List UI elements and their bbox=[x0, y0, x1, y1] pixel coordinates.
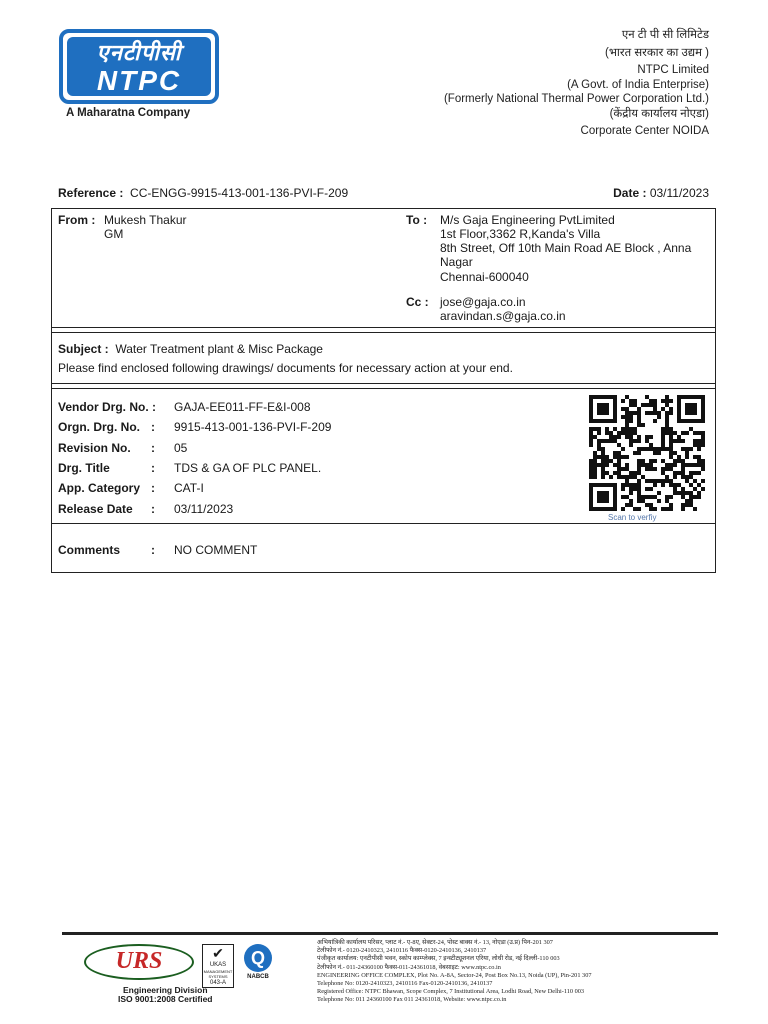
ukas-line: 043-A bbox=[209, 980, 226, 986]
nabcb-label: NABCB bbox=[247, 974, 269, 980]
address-line: टेलीफोन नं.- 011-24360100 फैक्स-011-24361018, वेबसाइट: www.ntpc.co.in bbox=[317, 963, 501, 971]
to-address-line: 8th Street, Off 10th Main Road AE Block , Anna bbox=[440, 241, 692, 255]
vendor-drg-label: Vendor Drg. No. : bbox=[58, 400, 157, 414]
address-line: टेलीफोन नं.- 0120-2410323, 2410116 फैक्स-0120-2410136, 2410137 bbox=[317, 947, 487, 955]
revision-colon: : bbox=[151, 441, 155, 455]
comments-value: NO COMMENT bbox=[174, 543, 258, 557]
date-label: Date : bbox=[613, 186, 647, 200]
reference-label: Reference : bbox=[58, 186, 124, 200]
nabcb-q-icon: Q bbox=[244, 944, 272, 972]
cc-email: aravindan.s@gaja.co.in bbox=[440, 309, 566, 323]
address-line: ENGINEERING OFFICE COMPLEX, Plot No. A-8A, Sector-24, Post Box No.13, Noida (UP), Pin-201 307 bbox=[317, 971, 592, 979]
section-divider bbox=[52, 383, 715, 389]
engineering-division bbox=[118, 986, 213, 1004]
release-date-colon: : bbox=[151, 502, 155, 516]
to-address-line: M/s Gaja Engineering PvtLimited bbox=[440, 213, 615, 227]
subject-note: Please find enclosed following drawings/ documents for necessary action at your end. bbox=[58, 361, 513, 375]
transmittal-box bbox=[51, 208, 716, 573]
footer bbox=[62, 932, 718, 1004]
app-category-label: App. Category bbox=[58, 481, 141, 495]
urs-logo bbox=[84, 944, 194, 980]
company-tagline: A Maharatna Company bbox=[66, 107, 191, 119]
nabcb-logo bbox=[238, 944, 278, 986]
cc-email: jose@gaja.co.in bbox=[440, 295, 526, 309]
to-label: To : bbox=[406, 213, 428, 227]
footer-rule bbox=[62, 932, 718, 935]
from-name: Mukesh Thakur bbox=[104, 213, 187, 227]
vendor-drg-value: GAJA-EE011-FF-E&I-008 bbox=[174, 400, 311, 414]
qr-code[interactable] bbox=[585, 395, 709, 511]
from-designation: GM bbox=[104, 227, 124, 241]
address-line: Telephone No: 011 24360100 Fax 011 24361018, Website: www.ntpc.co.in bbox=[317, 996, 507, 1004]
division-text: Engineering Division bbox=[122, 985, 208, 995]
reference-line bbox=[58, 186, 348, 200]
ukas-certification-logo: ✔ UKAS MANAGEMENT SYSTEMS 043-A bbox=[203, 945, 233, 986]
ukas-line: MANAGEMENT bbox=[203, 969, 233, 974]
reference-value: CC-ENGG-9915-413-001-136-PVI-F-209 bbox=[130, 186, 349, 200]
header-line: (केंद्रीय कार्यालय नोएडा) bbox=[609, 107, 709, 120]
header-line: (Formerly National Thermal Power Corporation Ltd.) bbox=[443, 93, 709, 105]
header-line: (भारत सरकार का उद्यम ) bbox=[605, 46, 709, 59]
address-line: पंजीकृत कार्यालय: एनटीपीसी भवन, स्कोप काम्प्लेक्स, 7 इन्स्टीट्यूशनल एरिया, लोधी रोड, नई दिल्ली-110 003 bbox=[317, 955, 560, 963]
iso-text: ISO 9001:2008 Certified bbox=[118, 994, 213, 1004]
ntpc-logo bbox=[59, 29, 219, 104]
logo-hindi-text: एनटीपीसी bbox=[96, 40, 182, 65]
drg-title-label: Drg. Title bbox=[58, 461, 110, 475]
release-date-label: Release Date bbox=[58, 502, 133, 516]
date-value: 03/11/2023 bbox=[649, 186, 709, 200]
date-line bbox=[613, 186, 709, 200]
revision-value: 05 bbox=[174, 441, 188, 455]
header-line: (A Govt. of India Enterprise) bbox=[567, 78, 709, 91]
to-address-line: Nagar bbox=[440, 255, 473, 269]
comments-label: Comments bbox=[58, 543, 121, 557]
company-address-header bbox=[444, 28, 709, 139]
address-line: Registered Office: NTPC Bhawan, Scope Complex, 7 Institutional Area, Lodhi Road, New Delhi-110 003 bbox=[317, 988, 585, 996]
qr-caption: Scan to verfiy bbox=[608, 513, 657, 522]
ukas-line: SYSTEMS bbox=[208, 974, 228, 979]
footer-address bbox=[317, 939, 592, 1005]
orgn-drg-colon: : bbox=[151, 420, 155, 434]
cc-label: Cc : bbox=[406, 295, 429, 309]
header-line: Corporate Center NOIDA bbox=[580, 125, 709, 137]
header-line: एन टी पी सी लिमिटेड bbox=[621, 29, 709, 41]
release-date-value: 03/11/2023 bbox=[174, 502, 234, 516]
logo-english-text: NTPC bbox=[96, 65, 182, 96]
subject-line bbox=[58, 342, 323, 357]
section-divider bbox=[52, 523, 715, 525]
drg-title-value: TDS & GA OF PLC PANEL. bbox=[174, 461, 322, 475]
app-category-value: CAT-I bbox=[174, 481, 204, 495]
urs-text: URS bbox=[115, 948, 163, 974]
comments-colon: : bbox=[151, 543, 155, 557]
orgn-drg-value: 9915-413-001-136-PVI-F-209 bbox=[174, 420, 332, 434]
subject-label: Subject : bbox=[58, 342, 109, 356]
subject-value: Water Treatment plant & Misc Package bbox=[115, 342, 323, 356]
to-address-line: Chennai-600040 bbox=[440, 270, 529, 284]
from-label: From : bbox=[58, 213, 96, 227]
revision-label: Revision No. bbox=[58, 441, 131, 455]
address-line: अभियांत्रिकी कार्यालय परिसर, प्लाट नं.- ए-8ए, सेक्टर-24, पोस्ट बाक्स नं.- 13, नोएडा (उ.प्र) पिन-201 307 bbox=[317, 939, 553, 946]
to-address-line: 1st Floor,3362 R,Kanda's Villa bbox=[440, 227, 601, 241]
address-line: Telephone No: 0120-2410323, 2410116 Fax-0120-2410136, 2410137 bbox=[317, 980, 493, 988]
orgn-drg-label: Orgn. Drg. No. bbox=[58, 420, 140, 434]
header-line: NTPC Limited bbox=[637, 64, 709, 76]
section-divider bbox=[52, 327, 715, 333]
drg-title-colon: : bbox=[151, 461, 155, 475]
ukas-line: UKAS bbox=[209, 962, 227, 968]
app-category-colon: : bbox=[151, 481, 155, 495]
